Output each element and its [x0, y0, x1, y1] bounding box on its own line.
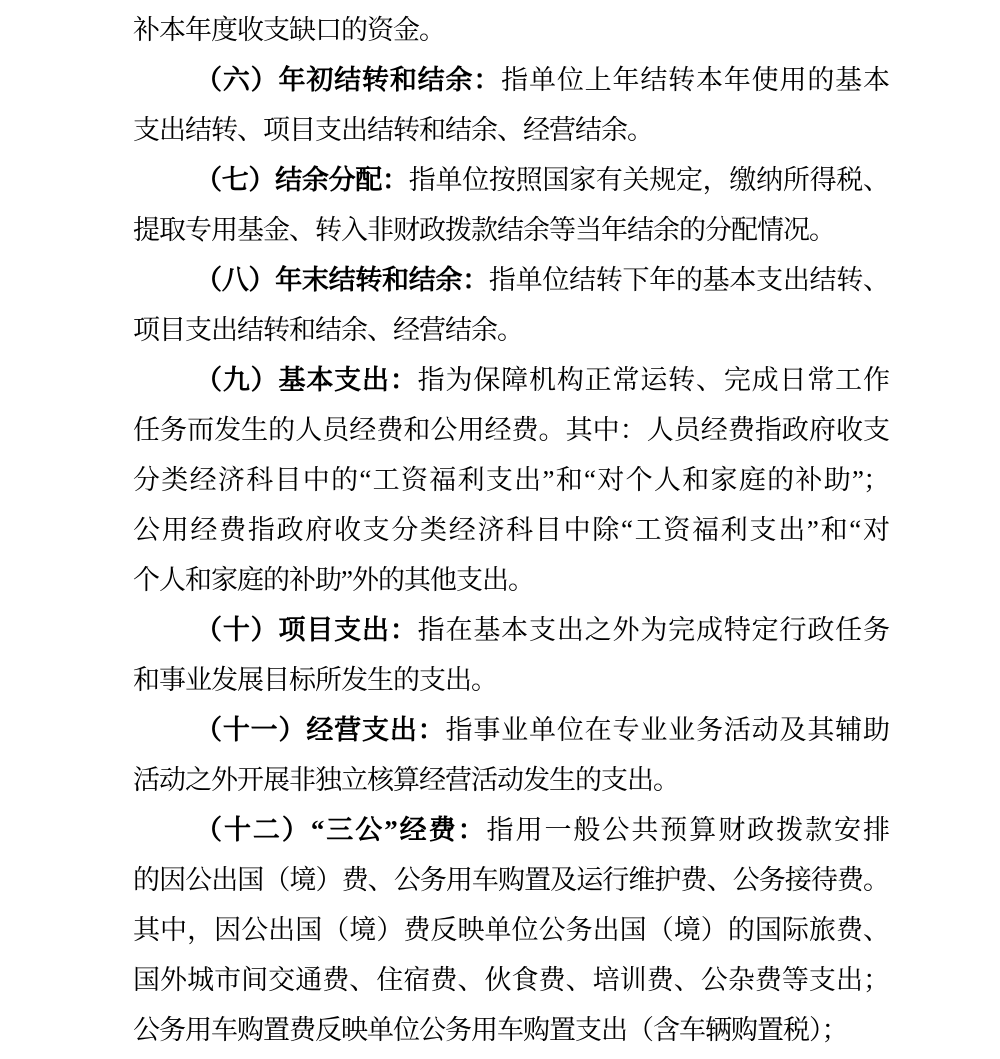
line-text: 任务而发生的人员经费和公用经费。其中：人员经费指政府收支 [133, 415, 889, 445]
text-line [133, 5, 889, 55]
line-text: 指单位结转下年的基本支出结转、 [488, 265, 890, 295]
text-line [133, 555, 889, 605]
term-label: （十）项目支出： [195, 615, 418, 645]
line-text: 支出结转、项目支出结转和结余、经营结余。 [133, 115, 653, 145]
text-line [133, 755, 889, 805]
text-line [133, 205, 889, 255]
text-line [133, 155, 889, 205]
text-line [133, 705, 889, 755]
text-line [133, 905, 889, 955]
term-label: （七）结余分配： [195, 165, 409, 195]
line-text: 指事业单位在专业业务活动及其辅助 [445, 715, 889, 745]
text-line [133, 955, 889, 1005]
text-line [133, 505, 889, 555]
line-text: 公务用车购置费反映单位公务用车购置支出（含车辆购置税）； [133, 1015, 848, 1045]
term-label: （八）年末结转和结余： [195, 265, 489, 295]
line-text: 项目支出结转和结余、经营结余。 [133, 315, 523, 345]
line-text: 活动之外开展非独立核算经营活动发生的支出。 [133, 765, 679, 795]
text-line [133, 805, 889, 855]
term-label: （十二）“三公”经费： [195, 815, 487, 845]
line-text: 指用一般公共预算财政拨款安排 [486, 815, 890, 845]
text-line [133, 605, 889, 655]
line-text: 补本年度收支缺口的资金。 [133, 15, 445, 45]
text-line [133, 455, 889, 505]
line-text: 的因公出国（境）费、公务用车购置及运行维护费、公务接待费。 [133, 865, 889, 895]
line-text: 和事业发展目标所发生的支出。 [133, 665, 497, 695]
term-label: （九）基本支出： [195, 365, 418, 395]
term-label: （十一）经营支出： [195, 715, 446, 745]
document-body [133, 5, 889, 1055]
line-text: 国外城市间交通费、住宿费、伙食费、培训费、公杂费等支出； [133, 965, 889, 995]
text-line [133, 405, 889, 455]
line-text: 提取专用基金、转入非财政拨款结余等当年结余的分配情况。 [133, 215, 835, 245]
line-text: 其中，因公出国（境）费反映单位公务出国（境）的国际旅费、 [133, 915, 889, 945]
text-line [133, 1005, 889, 1055]
text-line [133, 655, 889, 705]
line-text: 公用经费指政府收支分类经济科目中除“工资福利支出”和“对 [133, 515, 889, 545]
line-text: 个人和家庭的补助”外的其他支出。 [133, 565, 534, 595]
text-line [133, 255, 889, 305]
line-text: 分类经济科目中的“工资福利支出”和“对个人和家庭的补助”； [133, 465, 889, 495]
text-line [133, 305, 889, 355]
line-text: 指单位按照国家有关规定，缴纳所得税、 [408, 165, 890, 195]
term-label: （六）年初结转和结余： [195, 65, 502, 95]
text-line [133, 855, 889, 905]
text-line [133, 105, 889, 155]
text-line [133, 355, 889, 405]
line-text: 指为保障机构正常运转、完成日常工作 [417, 365, 890, 395]
text-line [133, 55, 889, 105]
line-text: 指单位上年结转本年使用的基本 [501, 65, 890, 95]
line-text: 指在基本支出之外为完成特定行政任务 [417, 615, 890, 645]
